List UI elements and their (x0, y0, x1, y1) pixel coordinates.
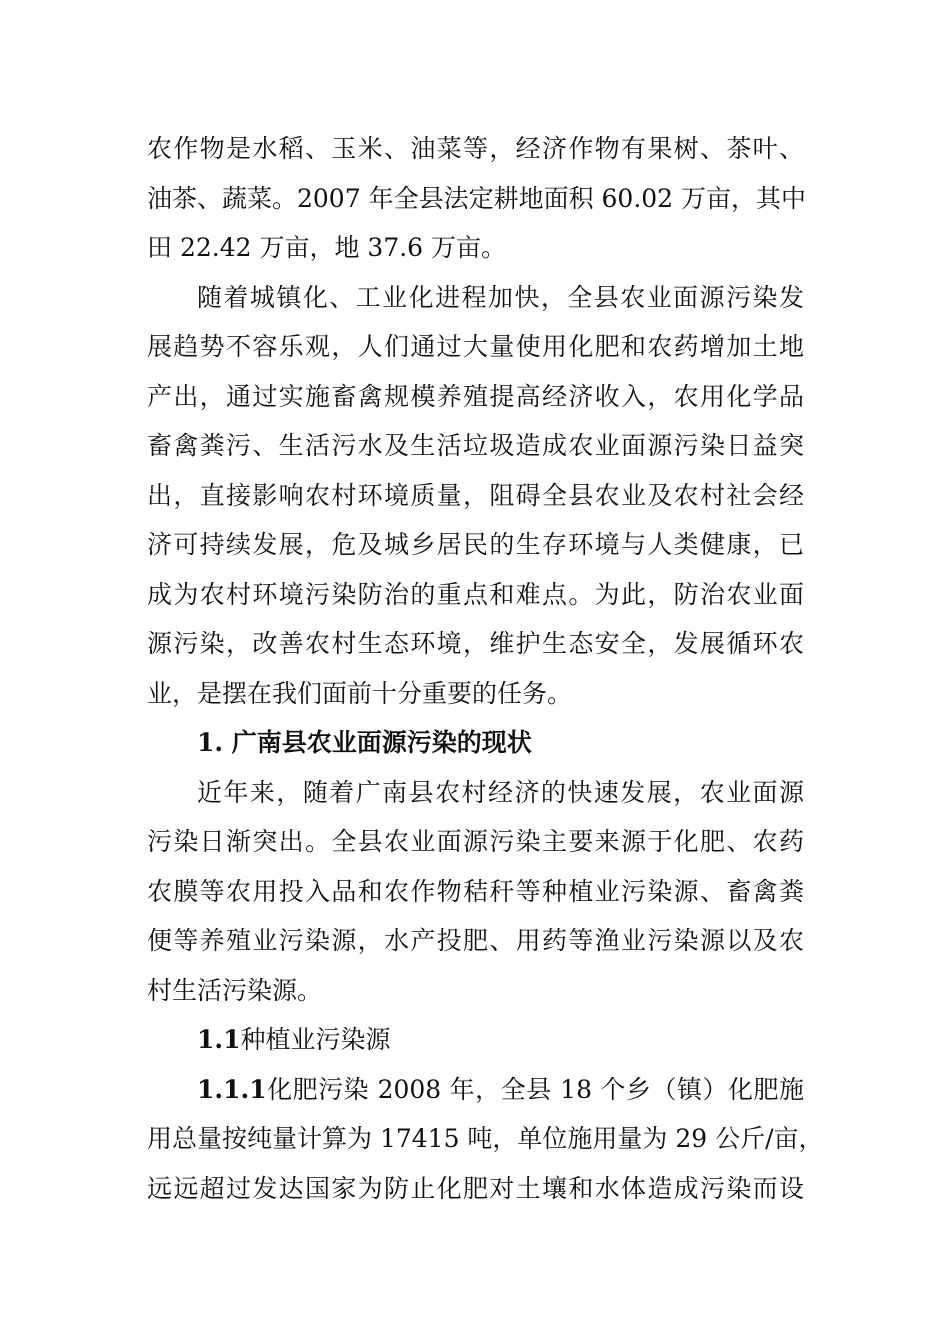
paragraph-line: 畜禽粪污、生活污水及生活垃圾造成农业面源污染日益突 (147, 431, 804, 460)
paragraph-line: 油茶、蔬菜。2007 年全县法定耕地面积 60.02 万亩，其中 (147, 183, 807, 213)
paragraph-line: 近年来，随着广南县农村经济的快速发展，农业面源 (197, 777, 804, 807)
paragraph-line: 展趋势不容乐观，人们通过大量使用化肥和农药增加土地 (147, 332, 804, 361)
subsubsection-first-line (147, 1065, 804, 1115)
paragraph-line: 出，直接影响农村环境质量，阻碍全县农业及农村社会经 (147, 480, 804, 510)
subsection-number: 1.1 (197, 1025, 241, 1054)
paragraph-line: 随着城镇化、工业化进程加快，全县农业面源污染发 (197, 282, 804, 312)
paragraph-line: 农作物是水稻、玉米、油菜等，经济作物有果树、茶叶、 (147, 134, 804, 163)
document-body (147, 124, 824, 1213)
paragraph-line: 源污染，改善农村生态环境，维护生态安全，发展循环农 (147, 629, 804, 658)
paragraph-line: 成为农村环境污染防治的重点和难点。为此，防治农业面 (147, 579, 804, 609)
paragraph-line: 农膜等农用投入品和农作物秸秆等种植业污染源、畜禽粪 (147, 876, 804, 906)
paragraph-line: 业，是摆在我们面前十分重要的任务。 (147, 678, 573, 708)
paragraph-line: 用总量按纯量计算为 17415 吨，单位施用量为 29 公斤/亩， (147, 1124, 824, 1153)
paragraph-line: 便等养殖业污染源，水产投肥、用药等渔业污染源以及农 (147, 926, 804, 955)
paragraph-line: 远远超过发达国家为防止化肥对土壤和水体造成污染而设 (147, 1173, 804, 1203)
paragraph-line: 村生活污染源。 (147, 975, 323, 1005)
subsubsection-number: 1.1.1 (197, 1074, 267, 1104)
paragraph-line: 济可持续发展，危及城乡居民的生存环境与人类健康，已 (147, 530, 804, 559)
subsection-title: 种植业污染源 (240, 1025, 391, 1054)
paragraph-line: 污染日渐突出。全县农业面源污染主要来源于化肥、农药 (147, 827, 804, 856)
paragraph-line: 田 22.42 万亩，地 37.6 万亩。 (147, 233, 507, 262)
subsubsection-text: 化肥污染 2008 年，全县 18 个乡（镇）化肥施 (266, 1074, 804, 1104)
subsection-heading (147, 1015, 804, 1065)
section-heading: 1. 广南县农业面源污染的现状 (197, 728, 532, 757)
paragraph-line: 产出，通过实施畜禽规模养殖提高经济收入，农用化学品 (147, 381, 804, 411)
